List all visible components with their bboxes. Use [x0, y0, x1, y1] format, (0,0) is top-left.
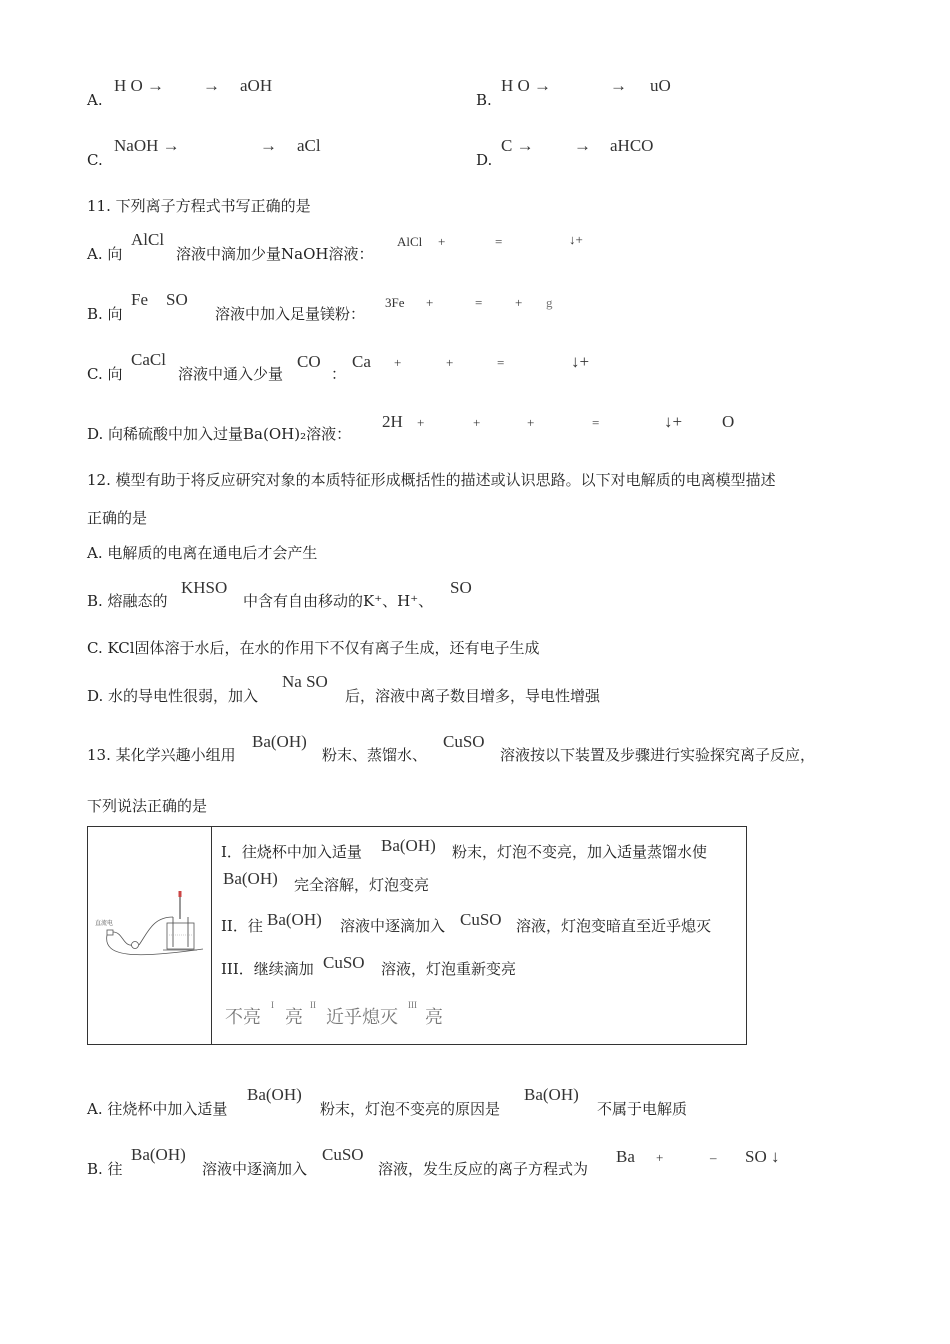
- q13-option-a-pre: A. 往烧杯中加入适量: [87, 1100, 228, 1118]
- q12-option-d-pre: D. 水的导电性很弱，加入: [87, 687, 259, 705]
- bulb-icon: [132, 942, 139, 949]
- q11-option-b-eq-4: +: [515, 295, 523, 310]
- q11-option-a-eq-2: +: [438, 234, 446, 249]
- step-2-pre: II．往: [221, 917, 263, 935]
- wire-3: [107, 935, 203, 955]
- q11-option-b-formula-1: Fe: [131, 290, 148, 309]
- q13-option-b-eq-3: –: [710, 1150, 717, 1165]
- flow-state-1: 不亮: [225, 1007, 261, 1028]
- q11-option-b-eq-3: =: [475, 295, 483, 310]
- q11-option-b-pre: B. 向: [87, 305, 123, 323]
- q13-option-b-eq-1: Ba: [616, 1147, 635, 1166]
- q10-option-c-formula-3: aCl: [297, 136, 321, 155]
- step-1-formula: Ba(OH): [381, 836, 436, 855]
- q11-option-d-eq-7: O: [722, 412, 735, 431]
- step-2-formula-2: CuSO: [460, 910, 502, 929]
- q13-option-a-formula-1: Ba(OH): [247, 1085, 302, 1104]
- q11-option-c-gas: CO: [297, 352, 321, 371]
- q13-stem-formula-1: Ba(OH): [252, 732, 307, 751]
- q11-option-c-pre: C. 向: [87, 365, 123, 383]
- q10-option-c-formula-1: NaOH →: [114, 136, 180, 155]
- q11-option-c-eq-2: +: [394, 355, 402, 370]
- q11-option-c-post: 溶液中通入少量: [178, 365, 284, 383]
- q10-option-d-formula-2: →: [574, 136, 591, 155]
- q13-option-b-mid: 溶液中逐滴加入: [202, 1160, 308, 1178]
- q11-option-d-eq-6: ↓+: [664, 412, 683, 431]
- q11-option-c-colon: ：: [331, 365, 347, 383]
- q11-option-a-eq-1: AlCl: [397, 234, 423, 249]
- q12-option-c: C. KCl固体溶于水后，在水的作用下不仅有离子生成，还有电子生成: [87, 639, 540, 657]
- q13-option-b-eq-4: SO ↓: [745, 1147, 780, 1166]
- q10-option-b-formula-2: →: [610, 76, 627, 95]
- q10-option-a-formula-2: →: [203, 76, 220, 95]
- step-1b-formula: Ba(OH): [223, 869, 278, 888]
- apparatus-power-label: 直流电: [95, 920, 114, 927]
- flow-state-4: 亮: [425, 1007, 443, 1028]
- q10-option-c-label: C.: [87, 151, 103, 169]
- q10-option-b-formula-3: uO: [650, 76, 671, 95]
- q10-option-c-formula-2: →: [260, 136, 277, 155]
- q12-option-b-pre: B. 熔融态的: [87, 592, 168, 610]
- q11-option-c-formula: CaCl: [131, 350, 166, 369]
- q13-option-a-post: 不属于电解质: [597, 1100, 688, 1118]
- q13-stem-mid: 粉末、蒸馏水、: [322, 746, 428, 764]
- q12-stem-line-2: 正确的是: [87, 509, 148, 527]
- q11-option-c-eq-4: =: [497, 355, 505, 370]
- wire-2: [139, 917, 173, 945]
- q10-option-a-label: A.: [87, 91, 103, 109]
- q12-stem-line-1: 12. 模型有助于将反应研究对象的本质特征形成概括性的描述或认识思路。以下对电解质的电离模型描述: [87, 471, 776, 489]
- q10-option-b-formula-1: H O →: [501, 76, 552, 95]
- q10-option-a-formula-3: aOH: [240, 76, 273, 95]
- q13-option-b-post: 溶液，发生反应的离子方程式为: [378, 1160, 589, 1178]
- q10-option-d-formula-1: C →: [501, 136, 534, 155]
- wire-1: [113, 932, 133, 945]
- q13-option-a-formula-2: Ba(OH): [524, 1085, 579, 1104]
- q12-option-d-formula: Na SO: [282, 672, 328, 691]
- q12-option-b-ion: SO: [450, 578, 472, 597]
- q10-option-d-label: D.: [476, 151, 493, 169]
- q11-option-a-eq-4: ↓+: [569, 232, 583, 247]
- step-3-formula: CuSO: [323, 953, 365, 972]
- q11-option-d-eq-4: +: [527, 415, 535, 430]
- dropper-bulb: [179, 891, 182, 897]
- beaker-icon: [167, 923, 194, 949]
- q10-option-a-formula-1: H O →: [114, 76, 165, 95]
- q11-option-b-eq-1: 3Fe: [385, 295, 405, 310]
- q13-stem-pre: 13. 某化学兴趣小组用: [87, 746, 236, 764]
- step-2-post: 溶液，灯泡变暗直至近乎熄灭: [516, 917, 712, 935]
- q11-option-a-eq-3: =: [495, 234, 503, 249]
- q10-option-d-formula-3: aHCO: [610, 136, 654, 155]
- experiment-table: [87, 826, 747, 1045]
- q13-stem-line-2: 下列说法正确的是: [87, 797, 208, 815]
- flow-state-2: 亮: [285, 1007, 303, 1028]
- flow-mark-3: III: [408, 1000, 417, 1010]
- step-1b-post: 完全溶解，灯泡变亮: [294, 876, 430, 894]
- q11-option-b-formula-2: SO: [166, 290, 188, 309]
- q13-stem-post: 溶液按以下装置及步骤进行实验探究离子反应，: [500, 746, 816, 764]
- conductivity-apparatus-diagram: [93, 887, 208, 987]
- q11-option-b-eq-2: +: [426, 295, 434, 310]
- step-2-formula-1: Ba(OH): [267, 910, 322, 929]
- q13-option-a-mid: 粉末，灯泡不变亮的原因是: [320, 1100, 501, 1118]
- q11-option-a-pre: A. 向: [87, 245, 123, 263]
- q11-option-d-eq-2: +: [417, 415, 425, 430]
- q11-option-d-pre: D. 向稀硫酸中加入过量Ba(OH)₂溶液：: [87, 425, 352, 443]
- q13-option-b-formula-2: CuSO: [322, 1145, 364, 1164]
- q13-stem-formula-2: CuSO: [443, 732, 485, 751]
- q10-option-b-label: B.: [476, 91, 492, 109]
- table-divider: [211, 827, 212, 1044]
- q11-option-b-eq-5: g: [546, 295, 553, 310]
- q13-option-b-formula-1: Ba(OH): [131, 1145, 186, 1164]
- q11-option-d-eq-5: =: [592, 415, 600, 430]
- q11-option-c-eq-3: +: [446, 355, 454, 370]
- power-source-icon: [107, 930, 113, 935]
- q11-option-d-eq-1: 2H: [382, 412, 403, 431]
- q11-option-a-post: 溶液中滴加少量NaOH溶液：: [176, 245, 374, 263]
- q11-option-a-formula: AlCl: [131, 230, 165, 249]
- flow-mark-2: II: [310, 1000, 316, 1010]
- q13-option-b-eq-2: +: [656, 1150, 664, 1165]
- step-3-post: 溶液，灯泡重新变亮: [381, 960, 517, 978]
- step-3-pre: III．继续滴加: [221, 960, 314, 978]
- flow-state-3: 近乎熄灭: [326, 1007, 398, 1028]
- q11-option-c-eq-5: ↓+: [571, 352, 590, 371]
- q11-option-c-eq-1: Ca: [352, 352, 371, 371]
- q12-option-d-post: 后，溶液中离子数目增多，导电性增强: [345, 687, 601, 705]
- flow-mark-1: I: [271, 1000, 274, 1010]
- step-1-pre: I．往烧杯中加入适量: [221, 843, 362, 861]
- q11-stem: 11. 下列离子方程式书写正确的是: [87, 197, 311, 215]
- q12-option-a: A. 电解质的电离在通电后才会产生: [87, 544, 318, 562]
- q13-option-b-pre: B. 往: [87, 1160, 123, 1178]
- q11-option-b-post: 溶液中加入足量镁粉：: [215, 305, 366, 323]
- q12-option-b-formula: KHSO: [181, 578, 228, 597]
- step-1-post: 粉末，灯泡不变亮，加入适量蒸馏水使: [452, 843, 708, 861]
- q12-option-b-mid: 中含有自由移动的K⁺、H⁺、: [243, 592, 434, 610]
- q11-option-d-eq-3: +: [473, 415, 481, 430]
- step-2-mid: 溶液中逐滴加入: [340, 917, 446, 935]
